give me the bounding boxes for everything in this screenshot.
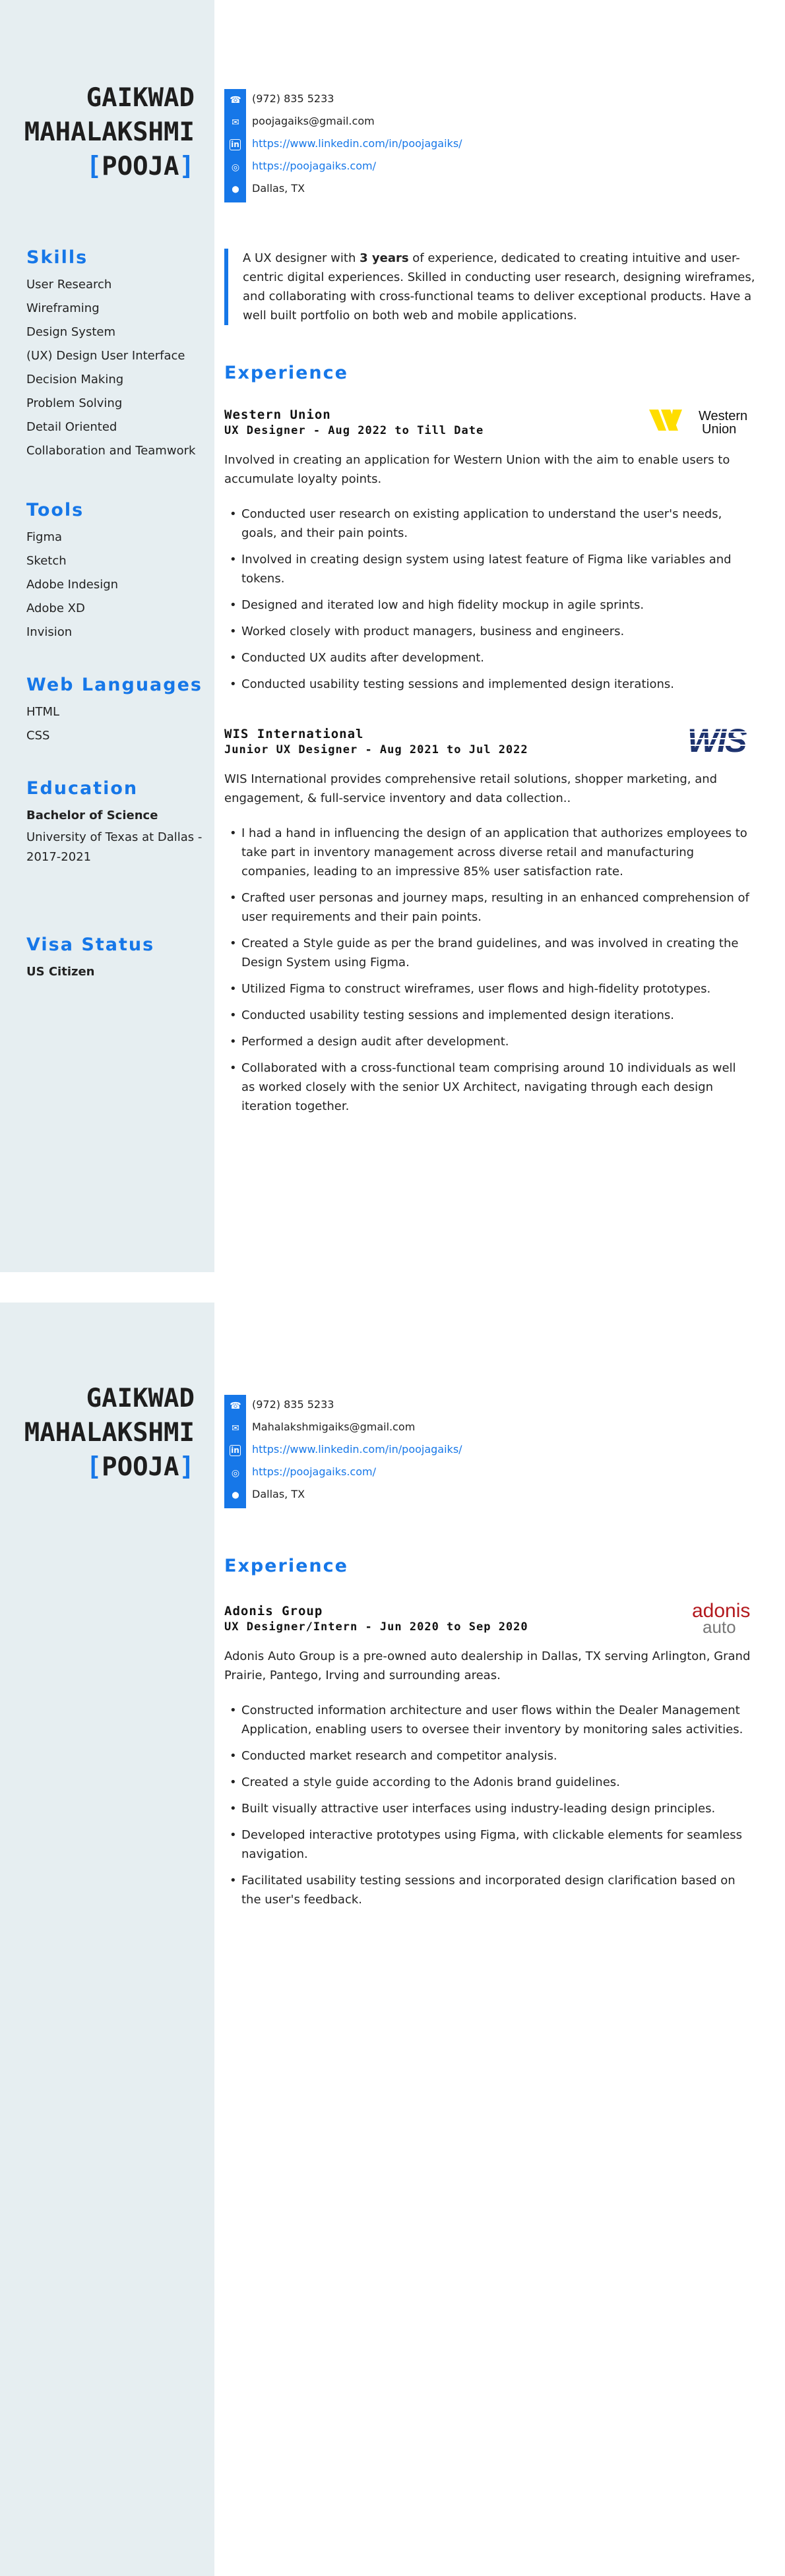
contact-email-text: poojagaiks@gmail.com (252, 115, 375, 127)
contact-location-text: Dallas, TX (252, 182, 305, 195)
linkedin-icon: in (230, 1445, 241, 1456)
education-degree: Bachelor of Science (26, 809, 158, 822)
job-description: Adonis Auto Group is a pre-owned auto dealership in Dallas, TX serving Arlington, Grand Prairie, Pantego, Irving and surrounding areas. (224, 1649, 751, 1682)
tool-item: Adobe Indesign (26, 578, 119, 592)
contact-website-text[interactable]: https://poojagaiks.com/ (252, 160, 376, 172)
skill-item: Wireframing (26, 301, 100, 315)
globe-icon: ◎ (231, 162, 240, 173)
job-bullet: • Worked closely with product managers, business and engineers. (224, 622, 752, 641)
education-title: Education (26, 778, 139, 799)
wis-logo (686, 723, 765, 757)
company-name: WIS International (224, 727, 364, 741)
contact-block (224, 1395, 554, 1508)
job-bullet: • Created a Style guide as per the brand guidelines, and was involved in creating the Design System using Figma. (224, 934, 752, 972)
skill-item: Design System (26, 325, 115, 339)
logo-text-auto: auto (703, 1617, 736, 1637)
job-bullet: • Collaborated with a cross-functional team comprising around 10 individuals as well as worked closely with the senior UX Architect, navigating through each design iteration together. (224, 1058, 752, 1116)
skill-item: Problem Solving (26, 396, 123, 410)
job-bullet: • Performed a design audit after development. (224, 1032, 752, 1051)
job-adonis-group (224, 1600, 765, 1917)
resume-page-1 (0, 0, 785, 1272)
name-line-1: GAIKWAD (86, 1384, 195, 1413)
job-bullet: • Utilized Figma to construct wireframes, user flows and high-fidelity prototypes. (224, 979, 752, 998)
job-bullet: • Designed and iterated low and high fidelity mockup in agile sprints. (224, 596, 752, 615)
mail-icon: ✉ (232, 117, 239, 128)
job-bullet: • Developed interactive prototypes using Figma, with clickable elements for seamless navigation. (224, 1825, 752, 1864)
summary: A UX designer with 3 years of experience, dedicated to creating intuitive and user-centric digital experiences. Skilled in conducting user research, designing wireframes, and collaborating with cross-functional teams to deliver exceptional products. Have a well built portfolio on both web and mobile applications. (224, 249, 764, 325)
job-bullet: • Created a style guide according to the Adonis brand guidelines. (224, 1773, 752, 1792)
contact-website[interactable] (224, 1462, 554, 1485)
job-bullet: • Conducted usability testing sessions and implemented design iterations. (224, 675, 752, 694)
job-bullets (224, 824, 752, 1116)
location-pin-icon: ⬤ (232, 186, 239, 193)
skills-section (26, 247, 204, 463)
visa-section (26, 935, 204, 984)
location-pin-icon: ⬤ (232, 1492, 239, 1499)
contact-linkedin-text[interactable]: https://www.linkedin.com/in/poojagaiks/ (252, 1443, 462, 1456)
years-highlight: 3 years (360, 251, 409, 265)
tool-item: Adobe XD (26, 601, 85, 615)
company-name: Western Union (224, 408, 331, 422)
job-bullet: • Conducted UX audits after development. (224, 648, 752, 667)
job-description: WIS International provides comprehensive retail solutions, shopper marketing, and engagement, & full-service inventory and data collection.. (224, 772, 718, 805)
name-nickname: [POOJA] (86, 1452, 195, 1482)
tool-item: Figma (26, 530, 63, 544)
tool-item: Sketch (26, 554, 67, 568)
logo-text-wis: WIS (687, 723, 746, 757)
web-language-item: HTML (26, 705, 60, 719)
job-bullet: • Conducted market research and competitor analysis. (224, 1746, 752, 1765)
skill-item: Decision Making (26, 373, 124, 386)
resume-page-2 (0, 1303, 785, 2576)
globe-icon: ◎ (231, 1468, 240, 1479)
job-role: Junior UX Designer - Aug 2021 to Jul 2022 (224, 743, 528, 756)
web-languages-section (26, 675, 204, 748)
job-bullet: • Conducted user research on existing application to understand the user's needs, goals, and their pain points. (224, 505, 752, 543)
job-role: UX Designer - Aug 2022 to Till Date (224, 424, 484, 437)
job-bullet: • Constructed information architecture and user flows within the Dealer Management Application, enabling users to oversee their inventory by monitoring sales activities. (224, 1701, 752, 1739)
experience-title: Experience (224, 363, 348, 383)
contact-linkedin-text[interactable]: https://www.linkedin.com/in/poojagaiks/ (252, 137, 462, 150)
linkedin-icon: in (230, 139, 241, 150)
sidebar (0, 0, 214, 1272)
education-school: University of Texas at Dallas - 2017-2021 (26, 830, 203, 864)
experience-title: Experience (224, 1556, 348, 1576)
skill-item: User Research (26, 278, 112, 291)
visa-value: US Citizen (26, 965, 95, 979)
adonis-auto-logo (689, 1600, 762, 1637)
job-bullets (224, 505, 752, 694)
job-bullets (224, 1701, 752, 1909)
name-nickname: [POOJA] (86, 152, 195, 181)
job-role: UX Designer/Intern - Jun 2020 to Sep 2020 (224, 1620, 528, 1634)
name-line-2: MAHALAKSHMI (24, 1418, 195, 1448)
logo-text-western: Western (699, 409, 748, 423)
contact-phone-text: (972) 835 5233 (252, 1398, 334, 1411)
contact-email (224, 111, 554, 134)
sidebar (0, 1303, 214, 2576)
contact-linkedin[interactable] (224, 134, 554, 156)
contact-linkedin[interactable] (224, 1440, 554, 1462)
phone-icon: ☎ (230, 95, 241, 106)
visa-title: Visa Status (26, 935, 155, 955)
name-line-2: MAHALAKSHMI (24, 117, 195, 147)
job-bullet: • Crafted user personas and journey maps, resulting in an enhanced comprehension of user requirements and their pain points. (224, 888, 752, 927)
tools-section (26, 500, 204, 644)
job-bullet: • Involved in creating design system using latest feature of Figma like variables and tokens. (224, 550, 752, 588)
web-language-item: CSS (26, 729, 50, 743)
contact-website[interactable] (224, 156, 554, 179)
phone-icon: ☎ (230, 1401, 241, 1411)
job-bullet: • Conducted usability testing sessions and implemented design iterations. (224, 1006, 752, 1025)
candidate-name (3, 81, 195, 184)
tool-item: Invision (26, 625, 73, 639)
logo-text-union: Union (702, 422, 737, 437)
job-wis-international (224, 723, 765, 1123)
tools-title: Tools (26, 500, 84, 520)
contact-email-text: Mahalakshmigaiks@gmail.com (252, 1421, 416, 1433)
candidate-name (3, 1382, 195, 1485)
education-section (26, 778, 204, 867)
company-name: Adonis Group (224, 1604, 323, 1618)
skills-title: Skills (26, 247, 88, 268)
skill-item: Collaboration and Teamwork (26, 444, 196, 458)
web-languages-title: Web Languages (26, 675, 203, 695)
job-bullet: • Built visually attractive user interfaces using industry-leading design principles. (224, 1799, 752, 1818)
contact-email (224, 1417, 554, 1440)
job-western-union (224, 407, 765, 701)
contact-phone (224, 1395, 554, 1417)
mail-icon: ✉ (232, 1423, 239, 1434)
skill-item: (UX) Design User Interface (26, 349, 185, 363)
western-union-logo (649, 407, 768, 437)
name-line-1: GAIKWAD (86, 83, 195, 113)
contact-website-text[interactable]: https://poojagaiks.com/ (252, 1465, 376, 1478)
logo-text-adonis: adonis (692, 1600, 751, 1622)
job-bullet: • Facilitated usability testing sessions and incorporated design clarification based on the user's feedback. (224, 1871, 752, 1909)
job-description: Involved in creating an application for Western Union with the aim to enable users to accumulate loyalty points. (224, 453, 730, 486)
job-bullet: • I had a hand in influencing the design of an application that authorizes employees to take part in inventory management across diverse retail and manufacturing companies, leading to an impressive 85% user satisfaction rate. (224, 824, 752, 881)
contact-location (224, 1485, 554, 1507)
contact-location (224, 179, 554, 201)
contact-phone-text: (972) 835 5233 (252, 92, 334, 105)
skill-item: Detail Oriented (26, 420, 117, 434)
contact-phone (224, 89, 554, 111)
contact-block (224, 89, 554, 202)
contact-location-text: Dallas, TX (252, 1488, 305, 1500)
